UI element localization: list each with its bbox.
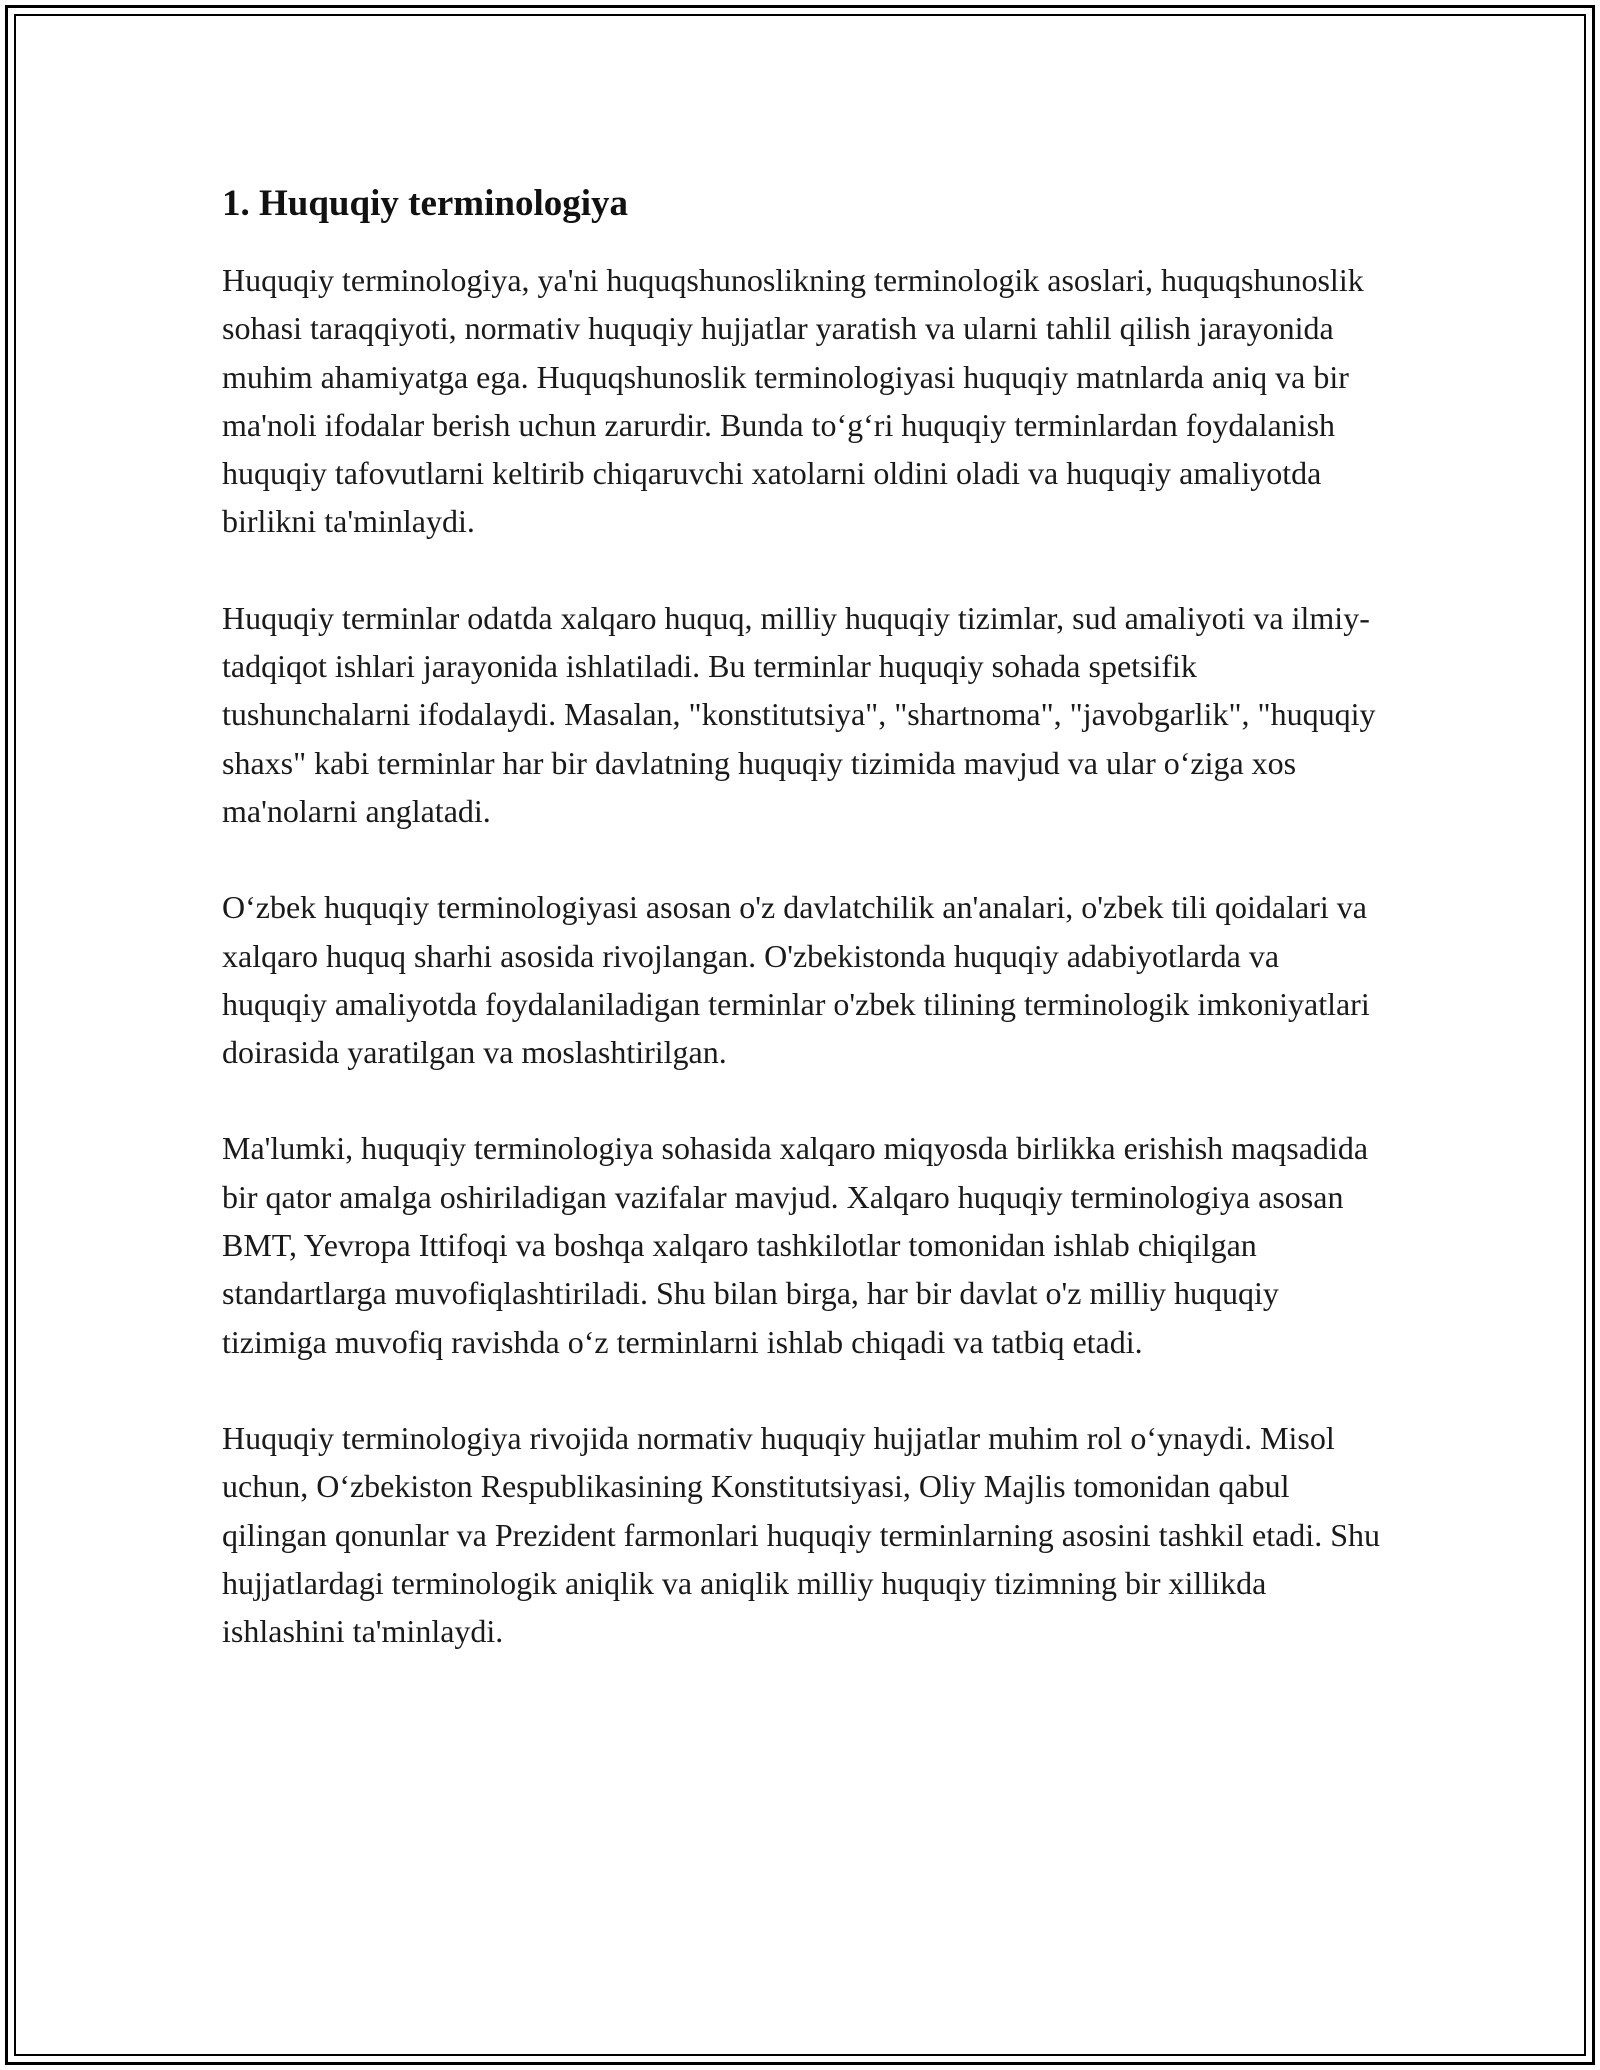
- paragraph-1: Huquqiy terminologiya, ya'ni huquqshunoslikning terminologik asoslari, huquqshunoslik sohasi taraqqiyoti, normativ huquqiy hujjatlar yaratish va ularni tahlil qilish jarayonida muhim ahamiyatga ega. Huquqshunoslik terminologiyasi huquqiy matnlarda aniq va bir ma'noli ifodalar berish uchun zarurdir. Bunda toʻgʻri huquqiy terminlardan foydalanish huquqiy tafovutlarni keltirib chiqaruvchi xatolarni oldini oladi va huquqiy amaliyotda birlikni ta'minlaydi.: [222, 262, 1364, 540]
- paragraph-5: Huquqiy terminologiya rivojida normativ huquqiy hujjatlar muhim rol oʻynaydi. Misol uchun, Oʻzbekiston Respublikasining Konstitutsiyasi, Oliy Majlis tomonidan qabul qilingan qonunlar va Prezident farmonlari huquqiy terminlarning asosini tashkil etadi. Shu hujjatlardagi terminologik aniqlik va aniqlik milliy huquqiy tizimning bir xillikda ishlashini ta'minlaydi.: [222, 1419, 1380, 1650]
- paragraph-4: Ma'lumki, huquqiy terminologiya sohasida xalqaro miqyosda birlikka erishish maqsadida bir qator amalga oshiriladigan vazifalar mavjud. Xalqaro huquqiy terminologiya asosan BMT, Yevropa Ittifoqi va boshqa xalqaro tashkilotlar tomonidan ishlab chiqilgan standartlarga muvofiqlashtiriladi. Shu bilan birga, har bir davlat o'z milliy huquqiy tizimiga muvofiq ravishda oʻz terminlarni ishlab chiqadi va tatbiq etadi.: [222, 1130, 1369, 1360]
- paragraph-3: Oʻzbek huquqiy terminologiyasi asosan o'z davlatchilik an'analari, o'zbek tili qoidalari va xalqaro huquq sharhi asosida rivojlangan. O'zbekistonda huquqiy adabiyotlarda va huquqiy amaliyotda foydalaniladigan terminlar o'zbek tilining terminologik imkoniyatlari doirasida yaratilgan va moslashtirilgan.: [222, 889, 1370, 1071]
- section-heading: 1. Huquqiy terminologiya: [222, 183, 629, 224]
- document-body: [222, 180, 1382, 1655]
- paragraph-2: Huquqiy terminlar odatda xalqaro huquq, milliy huquqiy tizimlar, sud amaliyoti va ilmiy-tadqiqot ishlari jarayonida ishlatiladi. Bu terminlar huquqiy sohada spetsifik tushunchalarni ifodalaydi. Masalan, "konstitutsiya", "shartnoma", "javobgarlik", "huquqiy shaxs" kabi terminlar har bir davlatning huquqiy tizimida mavjud va ular oʻziga xos ma'nolarni anglatadi.: [222, 599, 1376, 829]
